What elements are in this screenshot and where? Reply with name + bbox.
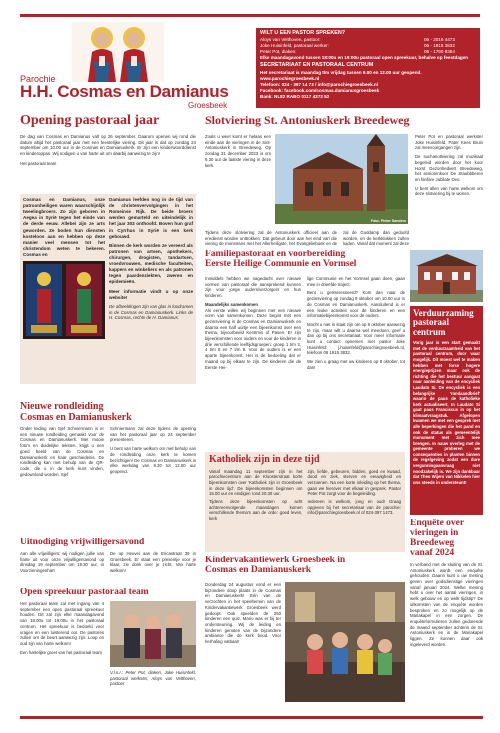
- opening-caption: De afbeeldingen zijn van glas in loodramen in de Cosmas en Damianuskerk. Links de H. Cosmas, rechts de H. Damianus.: [109, 303, 193, 321]
- article-verduurzaming: [410, 250, 483, 515]
- article-slotviering: [205, 114, 483, 246]
- contact-number-pastoor[interactable]: 06 - 2016 4473: [424, 37, 455, 43]
- enquete-title-3: Breedeweg: [410, 537, 455, 548]
- article-spreekuur: [20, 588, 196, 712]
- children-in-church-image: [285, 582, 405, 702]
- familie-col2: lige Communie en het Vormsel gaan doen, gaan mee in drieëfde traject.: [307, 276, 405, 287]
- secretariat-phone[interactable]: Telefoon: 024 - 397 14 73 / info@parochiegroesbeek.nl: [260, 81, 378, 87]
- saints-icon: [72, 22, 164, 82]
- contact-line-diaken: Peter Pot, diaken:: [260, 49, 297, 55]
- opening-col2: Damianus leefden nog in de tijd van de christenvervolgingen in het Romeinse Rijk. De beide broers werden gemarteld en uiteindelijk in het jaar 303 onthoofd. Boven hun graf in Cyrrhus in Syrië is een kerk gebouwd.: [109, 197, 193, 239]
- verduurzaming-title-2: pastoraal centrum: [413, 317, 449, 337]
- familie-col2d: We zien u graag met uw kinderen op 8 oktober, tot dan!: [307, 359, 405, 370]
- verduurzaming-box: [410, 306, 483, 515]
- footer-bar: [20, 716, 483, 719]
- pastoral-team-photo: [110, 601, 196, 667]
- contact-spreekuur: Elke maandagavond tussen 18:00u en 19:00u pastoraal open spreekuur, behalve op feestdagen: [260, 55, 469, 61]
- contact-line-pastoor: Aloys van Velthoven, pastoor:: [260, 37, 321, 43]
- secretariat-heading: SECRETARIAAT EN PASTORAAL CENTRUM: [260, 62, 374, 69]
- opening-signoff: Het pastoraal team: [20, 161, 57, 167]
- familie-title-1: Familiepastoraat en voorbereiding: [205, 250, 346, 259]
- article-opening: [20, 114, 196, 386]
- church-photo: [275, 134, 408, 224]
- parish-title: H.H. Cosmas en Damianus: [20, 82, 229, 101]
- familie-col1: Inmiddels hebben we nagedacht over nieuwe vormen van pastoraal die aansprekend kunnen zijn voor jonge ouders/verzorgers en hun kinderen.: [205, 276, 301, 299]
- article-rondleiding: [20, 402, 196, 488]
- opening-box: [20, 194, 196, 384]
- rondleiding-title-1: Nieuwe rondleiding: [20, 402, 104, 412]
- verduurzaming-title-1: Verduurzaming: [413, 308, 474, 318]
- contact-heading: WILT U EEN PASTOR SPREKEN?: [260, 30, 346, 36]
- spreekuur-caption: V.l.n.r.: Peter Pot, diaken, Joke Huisinfeld, pastoraal werkster, Aloys van Velthoven, pastoor: [110, 670, 196, 687]
- katholiek-title: Katholiek zijn in deze tijd: [209, 454, 320, 465]
- contact-line-werker: Joke Huisinfeld, pastoraal werker:: [260, 43, 329, 49]
- katholiek-col1: Vanaf maandag 11 september zijn in het parochiecentrum aan de Kloosterstraat korte bijeenkomsten over 'Katholiek zijn in Groesbeek in deze tijd'. De bijeenkomsten beginnen om 15.00 uur en eindigen rond 20.30 uur.: [209, 468, 303, 497]
- slotviering-title: Slotviering St. Antoniuskerk Breedeweg: [205, 114, 410, 127]
- opening-title: Opening pastoraal jaar: [20, 114, 160, 128]
- enquete-title-1: Enquête over: [410, 519, 465, 528]
- opening-intro: De dag van Cosmas en Damianus valt op 26 september. Daarom openen wij rond die datum altijd het pastoraal jaar met een feestelijke viering. Dit jaar is dat op zondag 24 september om 10.00 uur in de Cosmas en Damianuskerk. Er zijn een kinderwoorddienst en kinderoppas. Wij nodigen u van harte uit om daarbij aanwezig te zijn!: [20, 133, 196, 157]
- enquete-title-2: vieringen in: [410, 527, 459, 538]
- vrijwilligers-col2: De op Heuvel aan de Ericastraat 39 in Groesbeek. Er staat een presentje voor je klaar, zie donk over je zicht. Van harte welkom!: [110, 551, 196, 574]
- slotviering-col3: Peter Pot en pastoraal werkster Joke Huisinfeld. Pater Kees Bruin zal meevoorgangen zijn.: [415, 134, 483, 151]
- katholiek-col2: zijn, liefde, gebeuren, bidden, goed en kwaad, dood en ziek, sterven en eeuwigheid en verzoenen. Na een korte inleiding op het thema, gaan we hierover met elkaar in gesprek. Pastor Peter Pot zorgt voor de begeleiding.: [307, 468, 401, 497]
- opening-col2b: Binnen de kerk worden ze vereerd als patronen van artsen, apothekers, chirurgen, drogisten, tandartsen, vroedvrouwen, medische faculteiten, kappers en winkeliers en als patronen tegen paardenziekten, zweren en epidemieën.: [109, 242, 193, 285]
- stained-glass-image: [23, 261, 105, 339]
- article-kinderkoor: [205, 556, 405, 711]
- familie-col2c: Mocht u niet in staat zijn om op 8 oktober aanwezig te zijn, maar wilt u daarna wel meedoen, geef u dan op bij ons secretariaat. Voor meer informatie kunt u contact opnemen met pastor Joke Huisinfeld: j.huisinfeld@parochiegroesbeek.nl, telefoon 06 1915 3832.: [307, 321, 405, 356]
- katholiek-col2b: Iedereen is welkom, jong en oud! Graag opgeven bij het secretariaat van de parochie: info@parochiegroesbeek.nl of 024-397 1473.: [307, 499, 401, 516]
- katholiek-col1b: Tijdens deze bijeenkomsten op acht achtereenvolgende maandagen komen verschillende thema's aan de orde: goed leven, kerk: [209, 499, 303, 522]
- pastoral-team-image: [110, 601, 196, 667]
- pastoral-centre-image: [410, 250, 483, 302]
- verduurzaming-body: Vorig jaar is een start gemaakt met de verduurzaamheid van het pastoraal centrum, door waar mogelijk. Dit moest wel te maken hebben met forse hogere energieprijzen maar ook de richting die het bestuur aangaat naar aanleiding van de encycliek Laudato Si. De encycliek is een belangrijke 'rondaandbrief' waarin de paus de katholieke kerk actualiseert. In Laudato Si gaat paus Franciscus in op het klimaatvraagstuk. Afgelopen kwamen we met een gesprek met alle beperkingen die het pand en ook de status als gemeentelijk monument met zich mee brengen. In nauw overleg met de gemeente proberen we consequenties in planten binnen de regelgeving zodat een dure vergunningaanvraag niet noodzakelijk is. We zijn dankbaar dat Theo Wijers van Nikkelen hier ons steeds in ondersteunt!: [413, 340, 480, 485]
- rondleiding-col2b: U bent van harte welkom om met behulp van de rondleiding onze kerk te komen bezichtigen! De Cosmas en Damianuskerk is elke werkdag van 9.30 tot 12.00 uur geopend.: [110, 446, 196, 474]
- rondleiding-col1: Onder leiding van Sjef Schniermann is er een nieuwe rondleiding gemaakt voor de Cosmas en Damianuskerk. Met mooie foto's en duidelijke teksten, krijgt u een goed beeld van de Cosmas en Damianuskerk en haar geschiedenis. De rondleiding kan met behulp van de QR-code, die u in de kerk kunt vinden, gedownload worden. Sjef: [20, 426, 104, 477]
- slotviering-col1: Zoals u weet komt er helaas een einde aan de vieringen in de Sint-Antoniuskerk in Breedeweg. Op zondag 31 december 2023 is om 9.30 uur de laatste viering in deze kerk.: [205, 134, 271, 168]
- kinderkoor-photo: [285, 582, 405, 702]
- spreekuur-title: Open spreekuur pastoraal team: [20, 588, 149, 597]
- spreekuur-signoff: Een hartelijke groet van het pastoraal team: [20, 649, 102, 655]
- slotviering-col1b: Tijdens deze slotviering zal de Antoniuskerk officieel aan de eredienst worden onttrokken. Dat gebeurt door aan het eind van die viering de monstrans met het Allerheiligste, het Evangelieboek en de: [205, 230, 337, 246]
- parish-town: Groesbeek: [188, 101, 228, 110]
- slotviering-col3c: U bent allen van harte welkom om deze slotviering bij te wonen.: [415, 185, 483, 197]
- kinderkoor-body: Donderdag 24 augustus vond er een bijzondere doop plaats in de Cosmas en Damianuskerk! Eén van de verzochten in het speelterrein van de Kindervakantiewerk Groesbeek werd gedoopt. Ook speelden de 250 kinderen een quiz. Mario was er bij ter ondersteuning. Wij de leiding en kinderen genoten van de bijzondere ambiance die de kerk bood. Voor herhaling vatbaar!: [205, 582, 281, 645]
- vrijwilligers-title: Uitnodiging vrijwilligersavond: [20, 538, 145, 547]
- secretariat-website[interactable]: www.parochiegroesbeek.nl: [260, 75, 320, 81]
- article-vrijwilligers: [20, 538, 196, 582]
- article-katholiek: [205, 452, 405, 552]
- parish-label: Parochie: [20, 74, 56, 84]
- article-enquete: [410, 519, 483, 711]
- enquete-title-4: vanaf 2024: [410, 547, 455, 558]
- slotviering-col3b: De suchariotlviering zal muzikaal begeleid worden door het koor Horst Gezonhedvert Breedeweg, het seniorenkoor De Staubbberen en fanfare Jubilate Deo.: [415, 154, 483, 182]
- contact-number-diaken[interactable]: 06 - 1790 9384: [424, 49, 455, 55]
- secretariat-bank: Bank: NL82 RABO 0117 4373 52: [260, 93, 330, 99]
- familie-subheading: Maandelijks samenkomen: [205, 301, 259, 307]
- familie-title-2: Eerste Heilige Communie en Vormsel: [205, 258, 357, 269]
- info-box: [256, 28, 480, 108]
- familie-col2b: Bent u geïnteresseerd? Kom dan naar de gezinsviering op zondag 8 oktober om 10.00 uur in de Cosmas en Damianuskerk. Aansluitend is er een leuke activiteit voor de kinderen en een informatiebijeenkomst voor de ouders.: [307, 290, 405, 319]
- pastoral-centre-photo: [410, 250, 483, 302]
- secretariat-hours: Het secretariaat is maandag t/m vrijdag tussen 9.00 en 12.00 uur geopend.: [260, 69, 422, 75]
- opening-col1: Cosmas en Damianus, onze patroonheiligen waren waarschijnlijk tweelingbroers. Zo zijn geboren in Aegea in Syrië tegen het einde van de derde eeuw. Allebei zijn ze arts geworden. Ze boden hun diensten kosteloos aan en hebben op deze manier veel mensen tot het christendom weten te bekeren. Cosmas en: [23, 197, 105, 257]
- masthead-top-bar: [20, 14, 480, 17]
- familie-col1b: Als eerste willen wij beginnen met een nieuwe vorm van samenkomen. Deze begint met een gezinsviering in de Cosmas en Damianuskerk en daarna een half uurtje een bijeenkomst over een thema, bijvoorbeeld Kerstmis of Pasen. Er zijn bijeenkomsten voor ouders en voor de kinderen in drie verschillende leeftijdsgroepen: groep 1 t/m 3, 4 t/m 6 en 7 t/m 8. Voor de ouders is er een aparte bijeenkomst. Het is de bedoeling dat er maand op bij elkaar te zijn. De kinderen die de Eerste Hei-: [205, 307, 301, 370]
- secretariat-facebook[interactable]: Facebook: facebook.com/cosmas.damianusgroesbeek: [260, 87, 380, 93]
- opening-col2c: Meer informatie vindt u op onze website!: [109, 288, 193, 300]
- church-image: [275, 134, 408, 224]
- article-familie: [205, 250, 405, 450]
- rondleiding-title-2: Cosmas en Damianuskerk: [20, 411, 132, 423]
- contact-number-werker[interactable]: 06 - 1915 3832: [424, 43, 455, 49]
- kinderkoor-title-2: Cosmas en Damianuskerk: [205, 564, 312, 575]
- enquete-body: In verband met de sluiting van de St. Antoniuskerk wordt een enquête gehouden. Daarin kunt u uw mening geven over godsdienstige vieringen vanaf januari 2024. Welke mening hebt u over het aantal vieringen, in welk gebouw en op welk tijdstip? De uitkomsten van de enquête worden besproken en zo mogelijk op de Mariakapel in een zorgen. De enquêteformulieren zullen gedurende de maand september achterin de St. Antoniuskerk en in de Mariakapel liggen. Ze kunnen daar ook ingeleverd worden.: [410, 561, 483, 647]
- kinderkoor-title-1: Kindervakantiewerk Groesbeek in: [205, 556, 346, 565]
- masthead: [0, 0, 500, 112]
- church-photo-credit: Foto: Pieter Sanders: [370, 219, 406, 223]
- vrijwilligers-col1: Aan alle vrijwilligers: wij nodigen jullie van harte uit voor onze vrijwilligersavond op dinsdag 19 september om 19.30 uur, in Voorzieningenhart: [20, 551, 104, 574]
- rondleiding-col2: Schniermann zal deze tijdens de opening van het pastoraal jaar op 24 september presenteren.: [110, 426, 196, 443]
- slotviering-col2: zal de Goddamp dan gedoofd worden, en de kerkklokken zullen luiden. Vanaf dat moment zal deze: [343, 230, 409, 246]
- spreekuur-body: Het pastoraal team zal met ingang van 4 september een open pastoraal spreekuur houden. Dit zal zijn elke maandagavond van 18.00u tot 19.00u in het pastoraal centrum. Het spreekuur is bedoeld voor vragen en een luisterend oor. De pastores zullen om de beurt aanwezig zijn. Loop en oud zijn van harte welkom!: [20, 601, 104, 646]
